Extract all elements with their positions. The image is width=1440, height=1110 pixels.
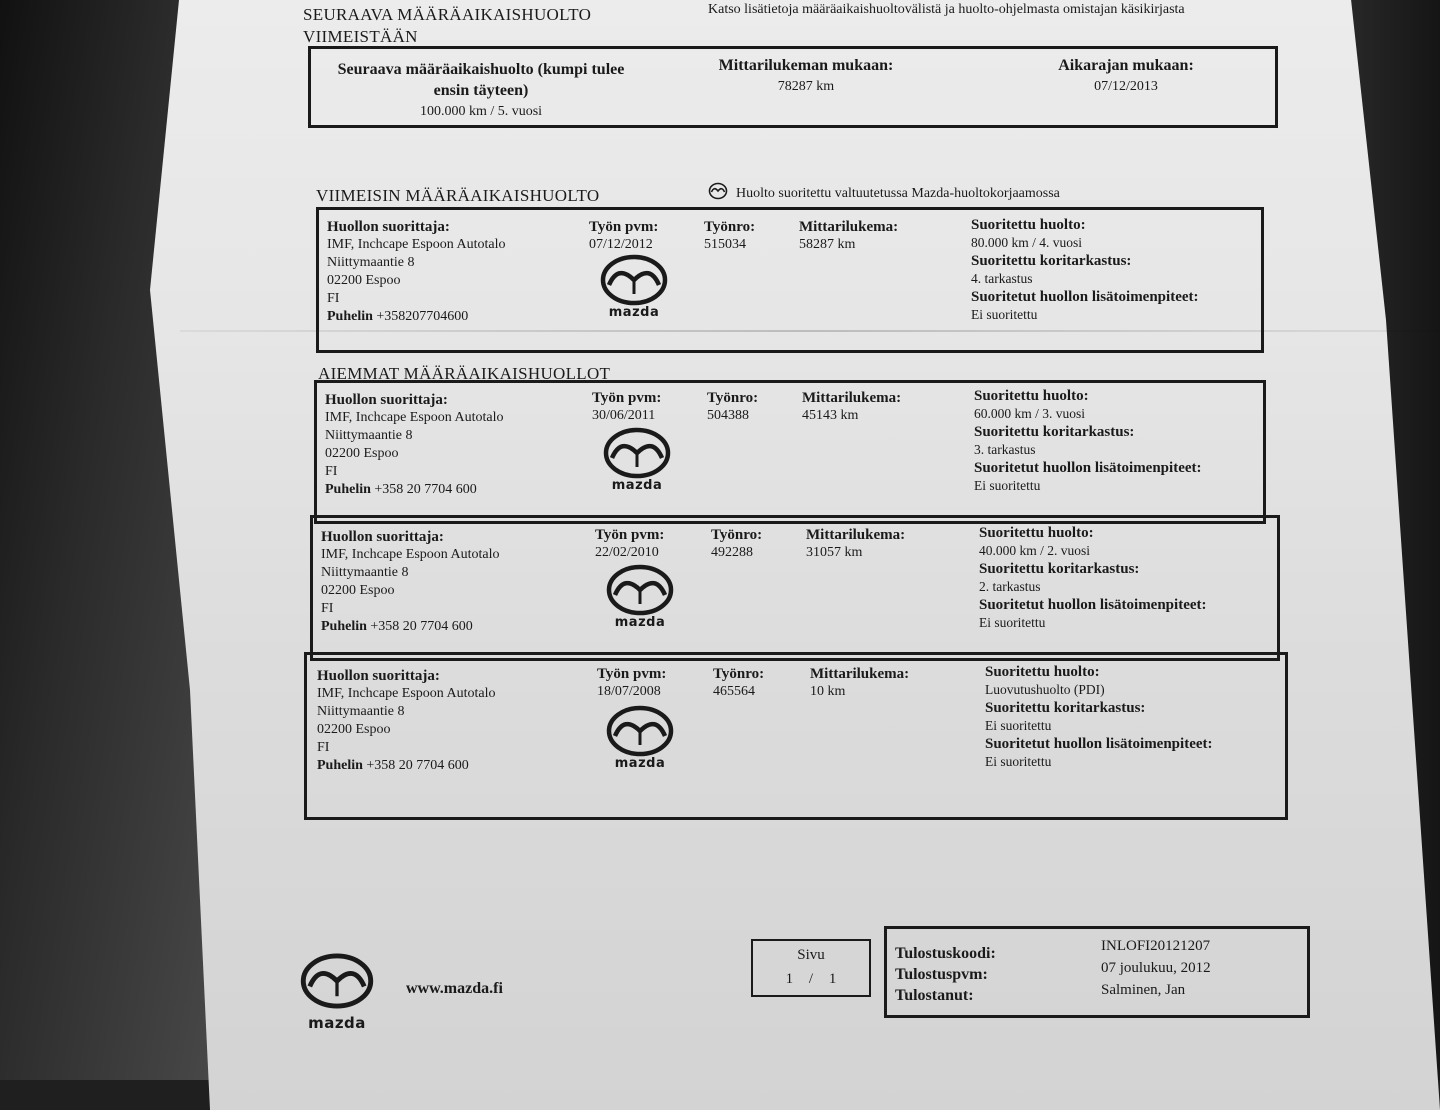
performer-postal: 02200 Espoo — [321, 583, 395, 598]
mazda-logo-icon — [594, 254, 674, 324]
next-service-heading-line1: SEURAAVA MÄÄRÄAIKAISHUOLTO — [303, 5, 592, 24]
performer-name: IMF, Inchcape Espoon Autotalo — [321, 547, 500, 562]
jobno-label: Työnro: — [704, 219, 756, 235]
performer-postal: 02200 Espoo — [317, 722, 391, 737]
record-1-mileage — [802, 389, 901, 425]
date-label: Työn pvm: — [597, 666, 667, 682]
mileage-value: 31057 km — [806, 545, 863, 560]
performer-country: FI — [321, 601, 334, 616]
record-3-performer — [317, 667, 496, 775]
service-value: 80.000 km / 4. vuosi — [971, 235, 1083, 250]
extra-label: Suoritetut huollon lisätoimenpiteet: — [971, 289, 1199, 305]
date-value: 30/06/2011 — [592, 408, 656, 423]
page-current: 1 — [785, 971, 794, 987]
mazda-logo-text: mazda — [608, 305, 660, 320]
date-value: 07/12/2012 — [589, 237, 653, 252]
mazda-small-icon — [708, 182, 728, 205]
performer-postal: 02200 Espoo — [327, 273, 401, 288]
latest-mileage — [799, 218, 898, 254]
performer-label: Huollon suorittaja: — [317, 668, 440, 684]
next-service-label — [321, 59, 641, 122]
latest-date — [589, 218, 658, 254]
previous-record-1 — [314, 380, 1266, 524]
service-label: Suoritettu huolto: — [985, 664, 1100, 680]
record-2-mileage — [806, 526, 905, 562]
phone-label: Puhelin — [325, 482, 371, 497]
date-label: Työn pvm: — [589, 219, 659, 235]
phone-value: +358207704600 — [376, 309, 469, 324]
body-value: 2. tarkastus — [979, 579, 1041, 594]
next-service-box — [308, 46, 1278, 128]
performer-street: Niittymaantie 8 — [325, 428, 413, 443]
performer-label: Huollon suorittaja: — [321, 529, 444, 545]
latest-heading: VIIMEISIN MÄÄRÄAIKAISHUOLTO — [316, 186, 600, 205]
page-label: Sivu — [797, 947, 825, 963]
performer-country: FI — [325, 464, 338, 479]
footer-mazda-logo-icon — [292, 952, 382, 1042]
jobno-value: 465564 — [713, 684, 755, 699]
print-code-value: INLOFI20121207 — [1101, 938, 1211, 954]
performer-street: Niittymaantie 8 — [317, 704, 405, 719]
jobno-value: 504388 — [707, 408, 749, 423]
extra-value: Ei suoritettu — [985, 754, 1052, 769]
service-label: Suoritettu huolto: — [974, 388, 1089, 404]
date-value: 18/07/2008 — [597, 684, 661, 699]
phone-value: +358 20 7704 600 — [374, 482, 477, 497]
mileage-value: 45143 km — [802, 408, 859, 423]
record-1-jobno — [707, 389, 758, 425]
mileage-label: Mittarilukema: — [799, 219, 899, 235]
latest-performer — [327, 218, 506, 326]
performer-street: Niittymaantie 8 — [321, 565, 409, 580]
jobno-label: Työnro: — [711, 527, 763, 543]
performer-name: IMF, Inchcape Espoon Autotalo — [327, 237, 506, 252]
mileage-label: Mittarilukema: — [806, 527, 906, 543]
extra-value: Ei suoritettu — [971, 307, 1038, 322]
body-value: 3. tarkastus — [974, 442, 1036, 457]
next-service-interval: 100.000 km / 5. vuosi — [419, 104, 543, 119]
record-2-date — [595, 526, 664, 562]
mazda-logo-icon — [597, 427, 677, 497]
record-3-jobno — [713, 665, 764, 701]
next-service-mileage — [701, 55, 911, 97]
authorized-note-text: Huolto suoritettu valtuutetussa Mazda-huoltokorjaamossa — [736, 185, 1060, 201]
jobno-value: 515034 — [704, 237, 746, 252]
print-by-label: Tulostanut: — [895, 987, 974, 1004]
next-service-time-value: 07/12/2013 — [1094, 79, 1158, 94]
service-value: Luovutushuolto (PDI) — [985, 682, 1105, 697]
performer-country: FI — [317, 740, 330, 755]
body-label: Suoritettu koritarkastus: — [974, 424, 1135, 440]
page-separator: / — [808, 971, 814, 987]
mileage-label: Mittarilukema: — [810, 666, 910, 682]
print-info-box — [884, 926, 1310, 1018]
page-box — [751, 939, 871, 997]
latest-jobno — [704, 218, 755, 254]
record-3-mileage — [810, 665, 909, 701]
page-numbers — [753, 971, 869, 988]
extra-label: Suoritetut huollon lisätoimenpiteet: — [985, 736, 1213, 752]
service-value: 60.000 km / 3. vuosi — [974, 406, 1086, 421]
print-code-label: Tulostuskoodi: — [895, 945, 996, 962]
print-date-label: Tulostuspvm: — [895, 966, 988, 983]
performer-country: FI — [327, 291, 340, 306]
performer-name: IMF, Inchcape Espoon Autotalo — [325, 410, 504, 425]
phone-label: Puhelin — [321, 619, 367, 634]
print-info-labels — [895, 943, 996, 1006]
service-label: Suoritettu huolto: — [971, 217, 1086, 233]
record-1-date — [592, 389, 661, 425]
record-3-date — [597, 665, 666, 701]
performer-postal: 02200 Espoo — [325, 446, 399, 461]
jobno-label: Työnro: — [713, 666, 765, 682]
performer-name: IMF, Inchcape Espoon Autotalo — [317, 686, 496, 701]
footer-logo-text: mazda — [308, 1014, 366, 1032]
print-info-values — [1101, 935, 1211, 1001]
phone-label: Puhelin — [327, 309, 373, 324]
jobno-label: Työnro: — [707, 390, 759, 406]
next-service-heading — [303, 4, 591, 48]
performer-label: Huollon suorittaja: — [327, 219, 450, 235]
next-service-time-label: Aikarajan mukaan: — [1058, 57, 1194, 74]
next-service-label-line1: Seuraava määräaikaishuolto (kumpi tulee — [337, 61, 625, 78]
body-label: Suoritettu koritarkastus: — [985, 700, 1146, 716]
record-1-service — [974, 387, 1202, 495]
next-service-heading-line2: VIIMEISTÄÄN — [303, 27, 418, 46]
record-2-performer — [321, 528, 500, 636]
jobno-value: 492288 — [711, 545, 753, 560]
mazda-logo-text: mazda — [614, 615, 666, 630]
record-2-jobno — [711, 526, 762, 562]
service-value: 40.000 km / 2. vuosi — [979, 543, 1091, 558]
mileage-value: 58287 km — [799, 237, 856, 252]
phone-value: +358 20 7704 600 — [370, 619, 473, 634]
mazda-logo-icon — [600, 564, 680, 634]
phone-value: +358 20 7704 600 — [366, 758, 469, 773]
previous-record-2 — [310, 515, 1280, 661]
manual-note: Katso lisätietoja määräaikaishuoltovälistä ja huolto-ohjelmasta omistajan käsikirjasta — [708, 2, 1185, 17]
record-2-service — [979, 524, 1207, 632]
date-value: 22/02/2010 — [595, 545, 659, 560]
mazda-logo-text: mazda — [611, 478, 663, 493]
phone-label: Puhelin — [317, 758, 363, 773]
extra-label: Suoritetut huollon lisätoimenpiteet: — [979, 597, 1207, 613]
extra-label: Suoritetut huollon lisätoimenpiteet: — [974, 460, 1202, 476]
website-link[interactable]: www.mazda.fi — [406, 980, 503, 997]
body-value: Ei suoritettu — [985, 718, 1052, 733]
next-service-label-line2: ensin täyteen) — [433, 82, 529, 99]
next-service-time — [1031, 55, 1221, 97]
performer-label: Huollon suorittaja: — [325, 392, 448, 408]
next-service-mileage-value: 78287 km — [777, 79, 835, 94]
record-3-service — [985, 663, 1213, 771]
body-label: Suoritettu koritarkastus: — [979, 561, 1140, 577]
mazda-logo-text: mazda — [614, 756, 666, 771]
authorized-note — [708, 182, 1060, 205]
latest-record — [316, 207, 1264, 353]
print-by-value: Salminen, Jan — [1101, 982, 1186, 998]
service-label: Suoritettu huolto: — [979, 525, 1094, 541]
date-label: Työn pvm: — [592, 390, 662, 406]
body-label: Suoritettu koritarkastus: — [971, 253, 1132, 269]
page-total: 1 — [828, 971, 837, 987]
mileage-value: 10 km — [810, 684, 846, 699]
extra-value: Ei suoritettu — [974, 478, 1041, 493]
print-date-value: 07 joulukuu, 2012 — [1101, 960, 1211, 976]
extra-value: Ei suoritettu — [979, 615, 1046, 630]
record-1-performer — [325, 391, 504, 499]
previous-record-3 — [304, 652, 1288, 820]
previous-heading: AIEMMAT MÄÄRÄAIKAISHUOLLOT — [318, 364, 611, 383]
performer-street: Niittymaantie 8 — [327, 255, 415, 270]
next-service-mileage-label: Mittarilukeman mukaan: — [718, 57, 894, 74]
date-label: Työn pvm: — [595, 527, 665, 543]
body-value: 4. tarkastus — [971, 271, 1033, 286]
mazda-logo-icon — [600, 705, 680, 775]
latest-service — [971, 216, 1199, 324]
mileage-label: Mittarilukema: — [802, 390, 902, 406]
